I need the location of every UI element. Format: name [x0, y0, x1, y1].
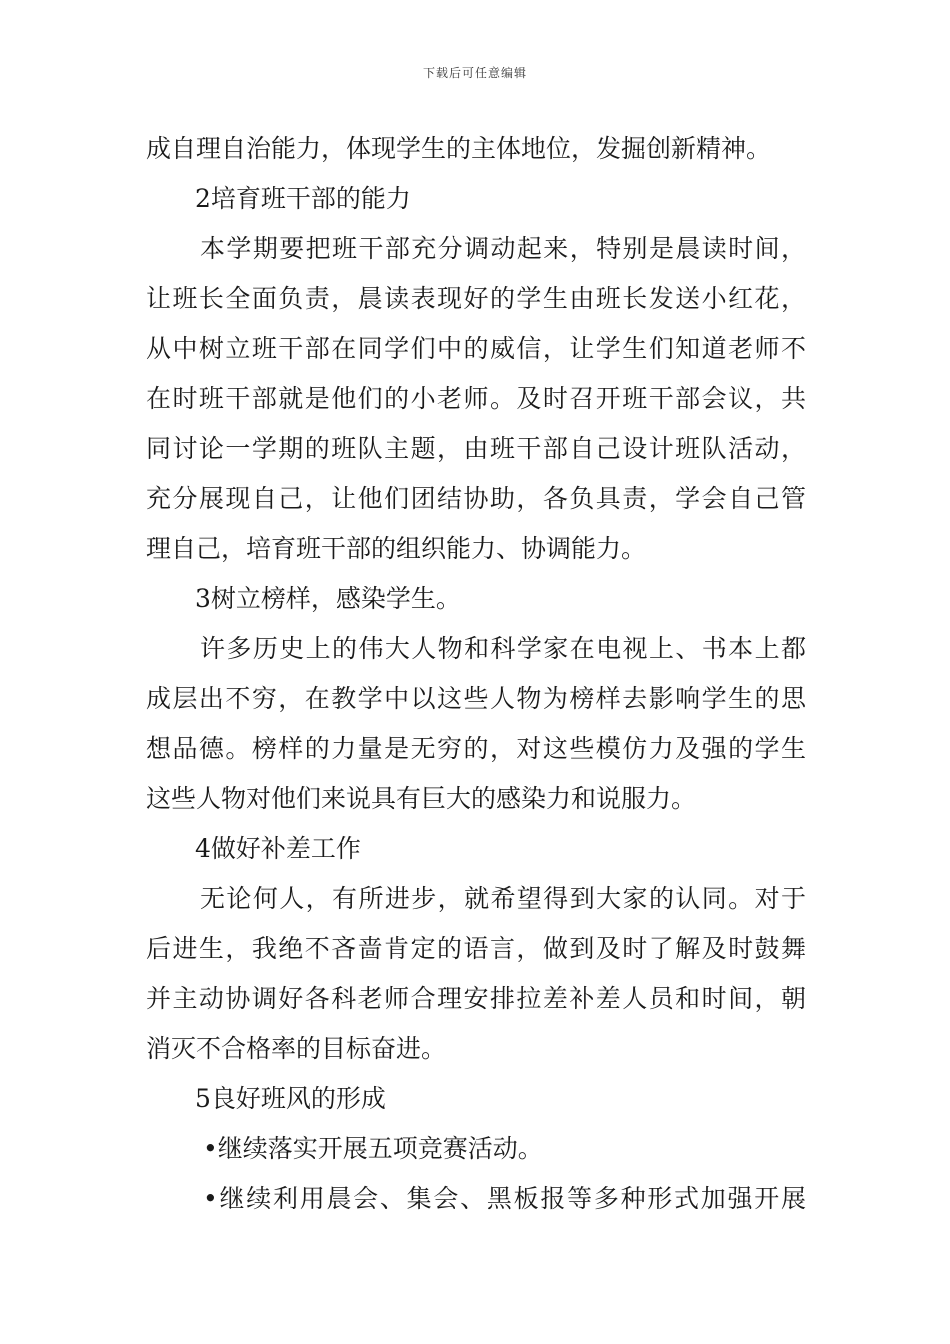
- page-header: 下载后可任意编辑: [422, 66, 527, 80]
- text-line: 并主动协调好各科老师合理安排拉差补差人员和时间，朝: [146, 984, 806, 1013]
- text-line: 许多历史上的伟大人物和科学家在电视上、书本上都: [200, 634, 806, 663]
- text-line: 充分展现自己，让他们团结协助，各负具责，学会自己管: [146, 484, 806, 513]
- text-line: 让班长全面负责，晨读表现好的学生由班长发送小红花，: [146, 284, 806, 313]
- section-heading: 5良好班风的形成: [195, 1084, 386, 1113]
- bullet-item: •继续落实开展五项竞赛活动。: [203, 1134, 543, 1163]
- text-line: 消灭不合格率的目标奋进。: [146, 1034, 447, 1063]
- text-line: 本学期要把班干部充分调动起来，特别是晨读时间，: [200, 234, 806, 263]
- text-line: 成自理自治能力，体现学生的主体地位，发掘创新精神。: [146, 134, 772, 163]
- text-line: 后进生，我绝不吝啬肯定的语言，做到及时了解及时鼓舞: [146, 934, 806, 963]
- section-heading: 3树立榜样，感染学生。: [195, 584, 461, 613]
- document-body: [146, 124, 806, 1224]
- section-heading: 4做好补差工作: [195, 834, 361, 863]
- text-line: 无论何人，有所进步，就希望得到大家的认同。对于: [200, 884, 806, 913]
- text-line: 从中树立班干部在同学们中的威信，让学生们知道老师不: [146, 334, 806, 363]
- text-line: 成层出不穷，在教学中以这些人物为榜样去影响学生的思: [146, 684, 806, 713]
- text-line: 想品德。榜样的力量是无穷的，对这些模仿力及强的学生: [146, 734, 806, 763]
- text-line: 同讨论一学期的班队主题，由班干部自己设计班队活动，: [146, 434, 806, 463]
- text-line: 在时班干部就是他们的小老师。及时召开班干部会议，共: [146, 384, 806, 413]
- text-line: 理自己，培育班干部的组织能力、协调能力。: [146, 534, 647, 563]
- section-heading: 2培育班干部的能力: [195, 184, 411, 213]
- bullet-item: •继续利用晨会、集会、黑板报等多种形式加强开展: [203, 1184, 806, 1213]
- text-line: 这些人物对他们来说具有巨大的感染力和说服力。: [146, 784, 697, 813]
